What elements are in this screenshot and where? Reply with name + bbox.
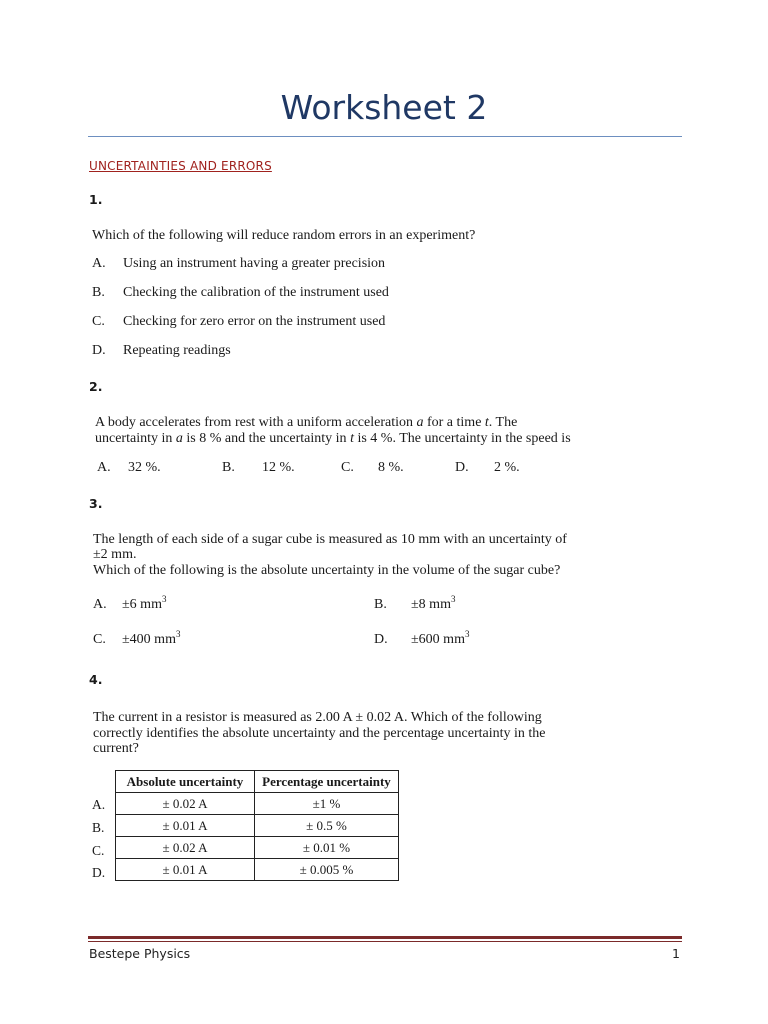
question-3-stem-line2: ±2 mm. bbox=[93, 547, 137, 562]
q2-option-c-text: 8 %. bbox=[378, 460, 404, 475]
question-1-stem: Which of the following will reduce random errors in an experiment? bbox=[92, 228, 476, 243]
answer-table bbox=[115, 770, 399, 881]
q1-option-d-text: Repeating readings bbox=[123, 343, 231, 358]
section-heading: UNCERTAINTIES AND ERRORS bbox=[89, 159, 272, 173]
q3-option-b-letter: B. bbox=[374, 597, 387, 612]
question-4-number: 4. bbox=[89, 672, 103, 687]
question-1-number: 1. bbox=[89, 192, 103, 207]
table-row bbox=[116, 859, 399, 881]
question-2-stem-line1: A body accelerates from rest with a uniform acceleration a for a time t. The bbox=[95, 415, 518, 430]
table-row bbox=[116, 793, 399, 815]
table-cell-abs: ± 0.01 A bbox=[116, 859, 255, 881]
page-title: Worksheet 2 bbox=[280, 88, 488, 127]
header-percentage-uncertainty: Percentage uncertainty bbox=[255, 771, 399, 793]
q2-option-d-text: 2 %. bbox=[494, 460, 520, 475]
table-cell-pct: ± 0.01 % bbox=[255, 837, 399, 859]
table-cell-abs: ± 0.02 A bbox=[116, 837, 255, 859]
table-cell-abs: ± 0.01 A bbox=[116, 815, 255, 837]
table-row bbox=[116, 837, 399, 859]
q3-option-b-text: ±8 $mm^3$ bbox=[411, 594, 456, 612]
q3-option-c-text: ±400 $mm^3$ bbox=[122, 629, 181, 647]
title-divider bbox=[88, 136, 682, 137]
q3-option-d-text: ±600 $mm^3$ bbox=[411, 629, 470, 647]
q1-option-c-letter: C. bbox=[92, 314, 105, 329]
table-row-label: A. bbox=[92, 797, 106, 812]
question-4-stem-line1: The current in a resistor is measured as 2.00 A ± 0.02 A. Which of the following bbox=[93, 710, 542, 725]
table-row-label: B. bbox=[92, 820, 105, 835]
q1-option-a-letter: A. bbox=[92, 256, 106, 271]
q1-option-b-letter: B. bbox=[92, 285, 105, 300]
question-2-stem-line2: uncertainty in a is 8 % and the uncertainty in t is 4 %. The uncertainty in the speed is bbox=[95, 431, 571, 446]
footer-text: Bestepe Physics bbox=[89, 946, 191, 961]
question-4-stem-line3: current? bbox=[93, 741, 139, 756]
q2-option-b-letter: B. bbox=[222, 460, 235, 475]
q3-option-c-letter: C. bbox=[93, 632, 106, 647]
table-header-row bbox=[116, 771, 399, 793]
q2-option-a-text: 32 %. bbox=[128, 460, 161, 475]
q2-option-a-letter: A. bbox=[97, 460, 111, 475]
table-row-label: D. bbox=[92, 865, 106, 880]
question-4-stem-line2: correctly identifies the absolute uncertainty and the percentage uncertainty in the bbox=[93, 726, 546, 741]
q1-option-a-text: Using an instrument having a greater precision bbox=[123, 256, 386, 271]
question-3-number: 3. bbox=[89, 496, 103, 511]
table-cell-pct: ±1 % bbox=[255, 793, 399, 815]
table-cell-abs: ± 0.02 A bbox=[116, 793, 255, 815]
header-absolute-uncertainty: Absolute uncertainty bbox=[116, 771, 255, 793]
q3-option-a-letter: A. bbox=[93, 597, 107, 612]
question-3-stem-line1: The length of each side of a sugar cube is measured as 10 mm with an uncertainty of bbox=[93, 532, 567, 547]
table-row bbox=[116, 815, 399, 837]
page-number: 1 bbox=[672, 946, 680, 961]
q2-option-c-letter: C. bbox=[341, 460, 354, 475]
q3-option-d-letter: D. bbox=[374, 632, 388, 647]
q2-option-d-letter: D. bbox=[455, 460, 469, 475]
q1-option-b-text: Checking the calibration of the instrument used bbox=[123, 285, 389, 300]
q1-option-c-text: Checking for zero error on the instrument used bbox=[123, 314, 386, 329]
table-cell-pct: ± 0.5 % bbox=[255, 815, 399, 837]
question-2-number: 2. bbox=[89, 379, 103, 394]
footer-divider-thin bbox=[88, 941, 682, 942]
q2-option-b-text: 12 %. bbox=[262, 460, 295, 475]
table-row-label: C. bbox=[92, 843, 105, 858]
q1-option-d-letter: D. bbox=[92, 343, 106, 358]
question-3-stem-line3: Which of the following is the absolute uncertainty in the volume of the sugar cube? bbox=[93, 563, 561, 578]
table-cell-pct: ± 0.005 % bbox=[255, 859, 399, 881]
footer-divider bbox=[88, 936, 682, 939]
q3-option-a-text: ±6 $mm^3$ bbox=[122, 594, 167, 612]
